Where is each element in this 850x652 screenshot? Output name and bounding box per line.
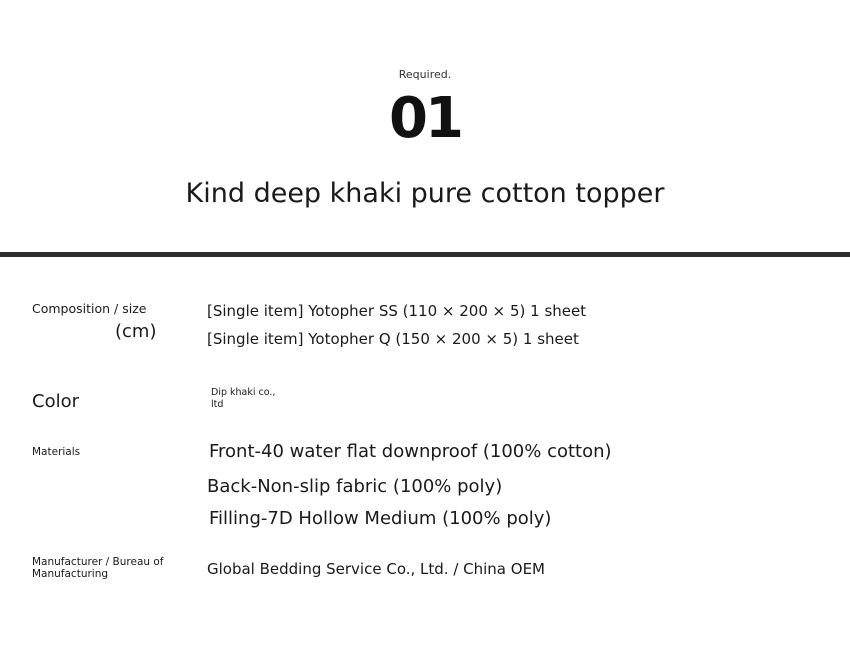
materials-back: Back-Non-slip fabric (100% poly) [207, 476, 503, 497]
manufacturer-value: Global Bedding Service Co., Ltd. / China OEM [207, 560, 545, 578]
manufacturer-label-line2: Manufacturing [32, 568, 109, 580]
materials-front: Front-40 water flat downproof (100% cotton) [209, 441, 612, 462]
materials-label: Materials [32, 446, 81, 458]
section-number: 01 [389, 86, 461, 151]
color-value-line1: Dip khaki co., [211, 387, 276, 398]
product-title: Kind deep khaki pure cotton topper [185, 178, 665, 209]
composition-label: Composition / size [32, 301, 147, 316]
composition-item-ss: [Single item] Yotopher SS (110 × 200 × 5) 1 sheet [207, 302, 587, 320]
manufacturer-label-line1: Manufacturer / Bureau of [32, 556, 164, 568]
section-divider [0, 252, 850, 257]
composition-unit: (cm) [115, 321, 157, 342]
materials-filling: Filling-7D Hollow Medium (100% poly) [209, 508, 552, 529]
color-value-line2: ltd [211, 399, 224, 410]
color-label: Color [32, 391, 79, 412]
required-label: Required. [398, 68, 452, 81]
composition-item-q: [Single item] Yotopher Q (150 × 200 × 5) 1 sheet [207, 330, 579, 348]
